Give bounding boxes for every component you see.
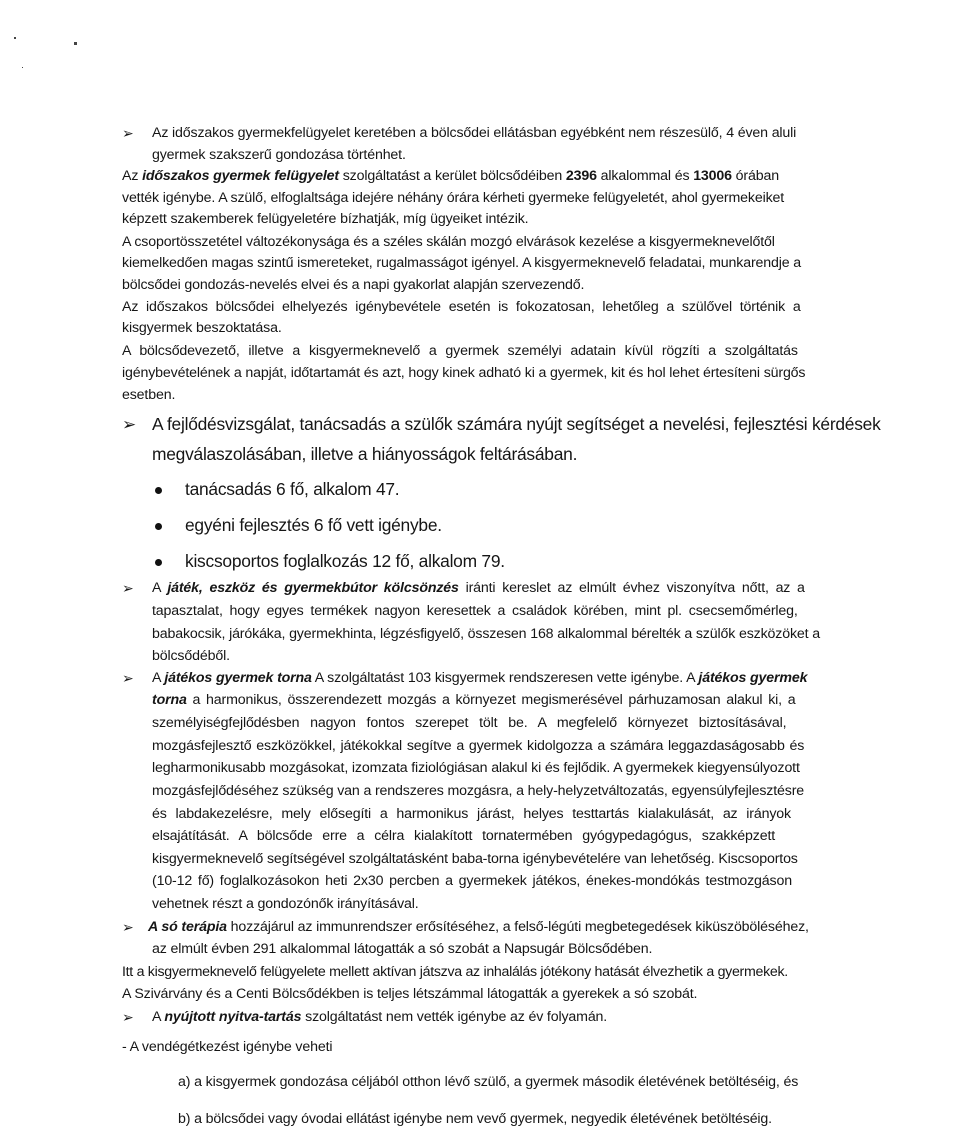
text-line: A csoportösszetétel változékonysága és a széles skálán mozgó elvárások kezelése a kisgyermeknevelőtől bbox=[122, 234, 775, 250]
text-line: személyiségfejlődésben nagyon fontos szerepet tölt be. A megfelelő környezet biztosításával, bbox=[152, 715, 787, 731]
text-line: tapasztalat, hogy egyes termékek nagyon keresettek a családok körében, mint pl. csecsemőmérleg, bbox=[152, 603, 798, 619]
text-line: esetben. bbox=[122, 387, 176, 403]
text-line: A fejlődésvizsgálat, tanácsadás a szülők számára nyújt segítséget a nevelési, fejlesztési kérdések bbox=[152, 414, 881, 434]
text-line: bölcsődéből. bbox=[152, 648, 230, 664]
text-line: képzett szakemberek felügyeletére bízhatják, míg ügyeiket intézik. bbox=[122, 211, 529, 227]
text-line: kisgyermeknevelő segítségével szolgáltatásként baba-torna igénybevételére van lehetőség. Kiscsoportos bbox=[152, 851, 798, 867]
text-line: babakocsik, járókáka, gyermekhinta, légzésfigyelő, összesen 168 alkalommal bérelték a szülők eszközöket a bbox=[152, 626, 820, 642]
list-item: kiscsoportos foglalkozás 12 fő, alkalom 79. bbox=[185, 551, 505, 571]
text-line: gyermek szakszerű gondozása történhet. bbox=[152, 147, 406, 163]
text-line: mozgásfejlesztő eszközökkel, játékokkal segítve a gyermek kidolgozza a számára leggazdaságosabb és bbox=[152, 738, 805, 754]
text-line: Az időszakos gyermekfelügyelet keretében a bölcsődei ellátásban egyébként nem részesülő, 4 éven aluli bbox=[152, 125, 797, 141]
scan-speck bbox=[74, 42, 77, 45]
text-line: vehetnek részt a gondozónők irányításával. bbox=[152, 896, 419, 912]
list-item: egyéni fejlesztés 6 fő vett igénybe. bbox=[185, 515, 442, 535]
text-line: megválaszolásában, illetve a hiányosságok feltárásában. bbox=[152, 444, 578, 464]
text-line: és labdakezelésre, mely elősegíti a harmonikus járást, helyes testtartás kialakulását, az irányok bbox=[152, 806, 791, 822]
text-line: - A vendégétkezést igénybe veheti bbox=[122, 1039, 333, 1055]
list-item: tanácsadás 6 fő, alkalom 47. bbox=[185, 479, 400, 499]
list-item: b) a bölcsődei vagy óvodai ellátást igénybe nem vevő gyermek, negyedik életévének betöltéséig. bbox=[178, 1111, 772, 1127]
text-line: elsajátítását. A bölcsőde erre a célra kialakított tornatermében gyógypedagógus, szakképzett bbox=[152, 828, 776, 844]
text-line: kisgyermek beszoktatása. bbox=[122, 320, 282, 336]
text-line: A játék, eszköz és gyermekbútor kölcsönzés iránti kereslet az elmúlt évhez viszonyítva nőtt, az a bbox=[152, 580, 805, 596]
text-line: vették igénybe. A szülő, elfoglaltsága idejére néhány órára kérheti gyermeke felügyeletét, ahol gyermekeiket bbox=[122, 190, 785, 206]
text-line: igénybevételének a napját, időtartamát és azt, hogy kinek adható ki a gyermek, kit és hol lehet értesíteni sürgős bbox=[122, 365, 806, 381]
text-line: Itt a kisgyermeknevelő felügyelete mellett aktívan játszva az inhalálás jótékony hatását élvezhetik a gyermekek. bbox=[122, 964, 788, 980]
scan-speck bbox=[22, 67, 23, 68]
text-line: A bölcsődevezető, illetve a kisgyermeknevelő a gyermek személyi adatain kívül rögzíti a szolgáltatás bbox=[122, 343, 798, 359]
text-line: (10-12 fő) foglalkozásokon heti 2x30 percben a gyermekek játékos, énekes-mondókás testmozgáson bbox=[152, 873, 792, 889]
text-line: Az időszakos bölcsődei elhelyezés igénybevétele esetén is fokozatosan, lehetőleg a szülővel történik a bbox=[122, 299, 801, 315]
text-line: kiemelkedően magas szintű ismereteket, rugalmasságot igényel. A kisgyermeknevelő feladatai, munkarendje a bbox=[122, 255, 802, 271]
text-line: bölcsődei gondozás-nevelés elvei és a napi gyakorlat alapján szervezendő. bbox=[122, 277, 585, 293]
text-line: legharmonikusabb mozgásokat, izomzata fiziológiásan alakul ki és fejlődik. A gyermekek kiegyensúlyozott bbox=[152, 760, 800, 776]
arrow-bullet-icon: ➢ bbox=[122, 415, 137, 434]
arrow-bullet-icon: ➢ bbox=[122, 1009, 134, 1025]
arrow-bullet-icon: ➢ bbox=[122, 670, 134, 686]
text-line: az elmúlt évben 291 alkalommal látogatták a só szobát a Napsugár Bölcsődében. bbox=[152, 941, 653, 957]
list-item: a) a kisgyermek gondozása céljából otthon lévő szülő, a gyermek második életévének betöltéséig, és bbox=[178, 1074, 799, 1090]
text-line: Az időszakos gyermek felügyelet szolgáltatást a kerület bölcsődéiben 2396 alkalommal és 13006 órában bbox=[122, 168, 779, 184]
text-line: A Szivárvány és a Centi Bölcsődékben is teljes létszámmal látogatták a gyerekek a só szobát. bbox=[122, 986, 698, 1002]
text-line: torna a harmonikus, összerendezett mozgás a környezet megismerésével párhuzamosan alakul ki, a bbox=[152, 692, 796, 708]
text-line: A játékos gyermek torna A szolgáltatást 103 kisgyermek rendszeresen vette igénybe. A játékos gyermek bbox=[152, 670, 808, 686]
arrow-bullet-icon: ➢ bbox=[122, 125, 134, 141]
arrow-bullet-icon: ➢ bbox=[122, 919, 134, 935]
arrow-bullet-icon: ➢ bbox=[122, 580, 134, 596]
text-line: A só terápia hozzájárul az immunrendszer erősítéséhez, a felső-légúti megbetegedések kiküszöböléséhez, bbox=[148, 919, 809, 935]
text-line: mozgásfejlődéséhez szükség van a rendszeres mozgásra, a hely-helyzetváltozatás, egyensúlyfejlesztésre bbox=[152, 783, 805, 799]
scan-speck bbox=[14, 37, 16, 39]
text-line: A nyújtott nyitva-tartás szolgáltatást nem vették igénybe az év folyamán. bbox=[152, 1009, 608, 1025]
